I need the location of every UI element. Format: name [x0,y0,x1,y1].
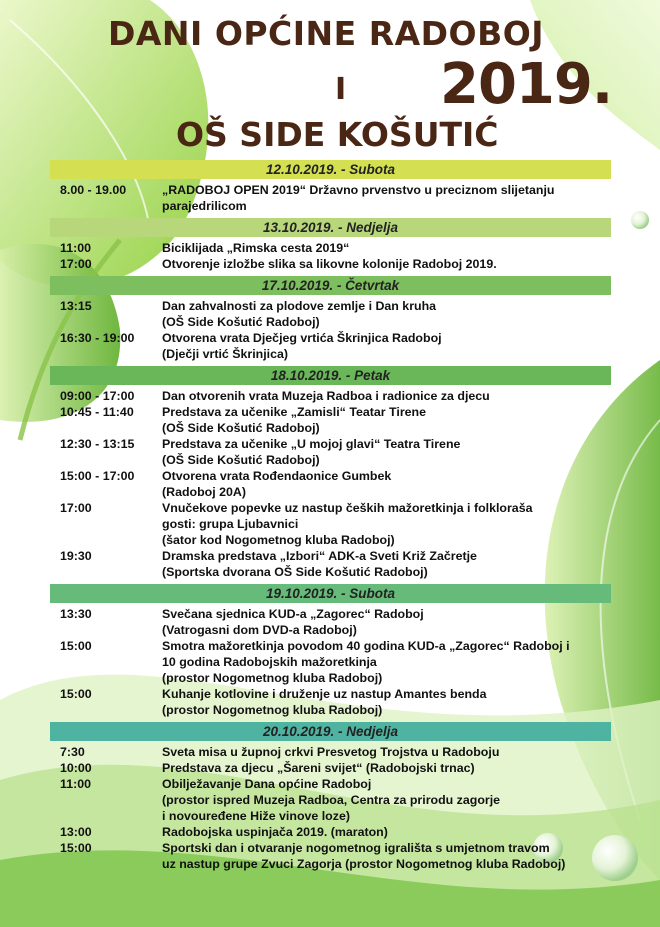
title-line-2: OŠ SIDE KOŠUTIĆ [176,115,499,154]
event-time: 12:30 - 13:15 [60,437,135,451]
event-description: (Sportska dvorana OŠ Side Košutić Radoboj) [162,565,428,579]
event-description: (prostor Nogometnog kluba Radoboj) [162,703,383,717]
event-time: 13:15 [60,299,92,313]
event-time: 19:30 [60,549,92,563]
event-row [50,744,611,760]
event-row [50,548,611,580]
event-time: 13:30 [60,607,92,621]
day-block [50,160,611,218]
event-description: Dan otvorenih vrata Muzeja Radboa i radionice za djecu [162,389,490,403]
event-description: Kuhanje kotlovine i druženje uz nastup Amantes benda [162,687,487,701]
event-description: Dramska predstava „Izbori“ ADK-a Sveti Križ Začretje [162,549,477,563]
event-row [50,500,611,548]
event-row [50,468,611,500]
day-block [50,584,611,722]
event-row [50,240,611,256]
event-time: 17:00 [60,257,92,271]
event-time: 13:00 [60,825,92,839]
event-row [50,760,611,776]
event-description: Svečana sjednica KUD-a „Zagorec“ Radoboj [162,607,424,621]
event-description: (prostor ispred Muzeja Radboa, Centra za prirodu zagorje [162,793,501,807]
event-row [50,256,611,272]
event-description: (prostor Nogometnog kluba Radoboj) [162,671,383,685]
event-description: „RADOBOJ OPEN 2019“ Državno prvenstvo u preciznom slijetanju [162,183,555,197]
day-header: 18.10.2019. - Petak [50,366,611,385]
day-header: 20.10.2019. - Nedjelja [50,722,611,741]
event-time: 17:00 [60,501,92,515]
event-time: 11:00 [60,777,92,791]
title-conjunction: I [335,72,347,107]
event-row [50,330,611,362]
dew-drop [631,211,649,229]
event-description: Predstava za djecu „Šareni svijet“ (Radobojski trnac) [162,761,475,775]
day-header: 17.10.2019. - Četvrtak [50,276,611,295]
title-year: 2019. [440,52,613,117]
event-row [50,824,611,840]
event-row [50,606,611,638]
event-time: 8.00 - 19.00 [60,183,127,197]
event-time: 15:00 [60,841,92,855]
day-header: 12.10.2019. - Subota [50,160,611,179]
day-block [50,276,611,366]
event-description: Otvorenje izložbe slika sa likovne kolonije Radoboj 2019. [162,257,497,271]
event-description: Otvorena vrata Rođendaonice Gumbek [162,469,392,483]
event-description: (OŠ Side Košutić Radoboj) [162,453,320,467]
event-time: 7:30 [60,745,85,759]
event-row [50,638,611,686]
event-time: 10:00 [60,761,92,775]
event-row [50,776,611,824]
event-description: Sveta misa u župnoj crkvi Presvetog Trojstva u Radoboju [162,745,500,759]
event-description: i novouređene Hiže vinove loze) [162,809,350,823]
event-row [50,404,611,436]
event-row [50,436,611,468]
event-time: 16:30 - 19:00 [60,331,135,345]
event-description: Obilježavanje Dana općine Radoboj [162,777,372,791]
event-description: (OŠ Side Košutić Radoboj) [162,315,320,329]
event-description: (OŠ Side Košutić Radoboj) [162,421,320,435]
event-description: 10 godina Radobojskih mažoretkinja [162,655,377,669]
event-time: 09:00 - 17:00 [60,389,135,403]
event-time: 15:00 - 17:00 [60,469,135,483]
day-block [50,366,611,584]
event-time: 10:45 - 11:40 [60,405,134,419]
event-row [50,686,611,718]
event-description: Otvorena vrata Dječjeg vrtića Škrinjica Radoboj [162,331,442,345]
event-description: Radobojska uspinjača 2019. (maraton) [162,825,388,839]
event-time: 15:00 [60,639,92,653]
event-description: (Radoboj 20A) [162,485,246,499]
event-description: uz nastup grupe Zvuci Zagorja (prostor Nogometnog kluba Radoboj) [162,857,566,871]
event-description: (Vatrogasni dom DVD-a Radoboj) [162,623,357,637]
event-description: gosti: grupa Ljubavnici [162,517,299,531]
day-header: 13.10.2019. - Nedjelja [50,218,611,237]
event-row [50,298,611,330]
event-description: (Dječji vrtić Škrinjica) [162,347,289,361]
event-description: Predstava za učenike „Zamisli“ Teatar Tirene [162,405,426,419]
event-description: Biciklijada „Rimska cesta 2019“ [162,241,350,255]
event-time: 11:00 [60,241,92,255]
event-description: Vnučekove popevke uz nastup čeških mažoretkinja i folkloraša [162,501,533,515]
day-block [50,722,611,876]
event-time: 15:00 [60,687,92,701]
day-block [50,218,611,276]
event-description: Sportski dan i otvaranje nogometnog igrališta s umjetnom travom [162,841,550,855]
event-description: Dan zahvalnosti za plodove zemlje i Dan kruha [162,299,437,313]
event-description: parajedrilicom [162,199,247,213]
event-row [50,840,611,872]
event-row [50,182,611,214]
event-row [50,388,611,404]
event-description: Predstava za učenike „U mojoj glavi“ Teatra Tirene [162,437,461,451]
day-header: 19.10.2019. - Subota [50,584,611,603]
title-line-1: DANI OPĆINE RADOBOJ [108,14,545,53]
program-schedule [50,160,611,876]
event-description: (šator kod Nogometnog kluba Radoboj) [162,533,395,547]
event-description: Smotra mažoretkinja povodom 40 godina KUD-a „Zagorec“ Radoboj i [162,639,570,653]
